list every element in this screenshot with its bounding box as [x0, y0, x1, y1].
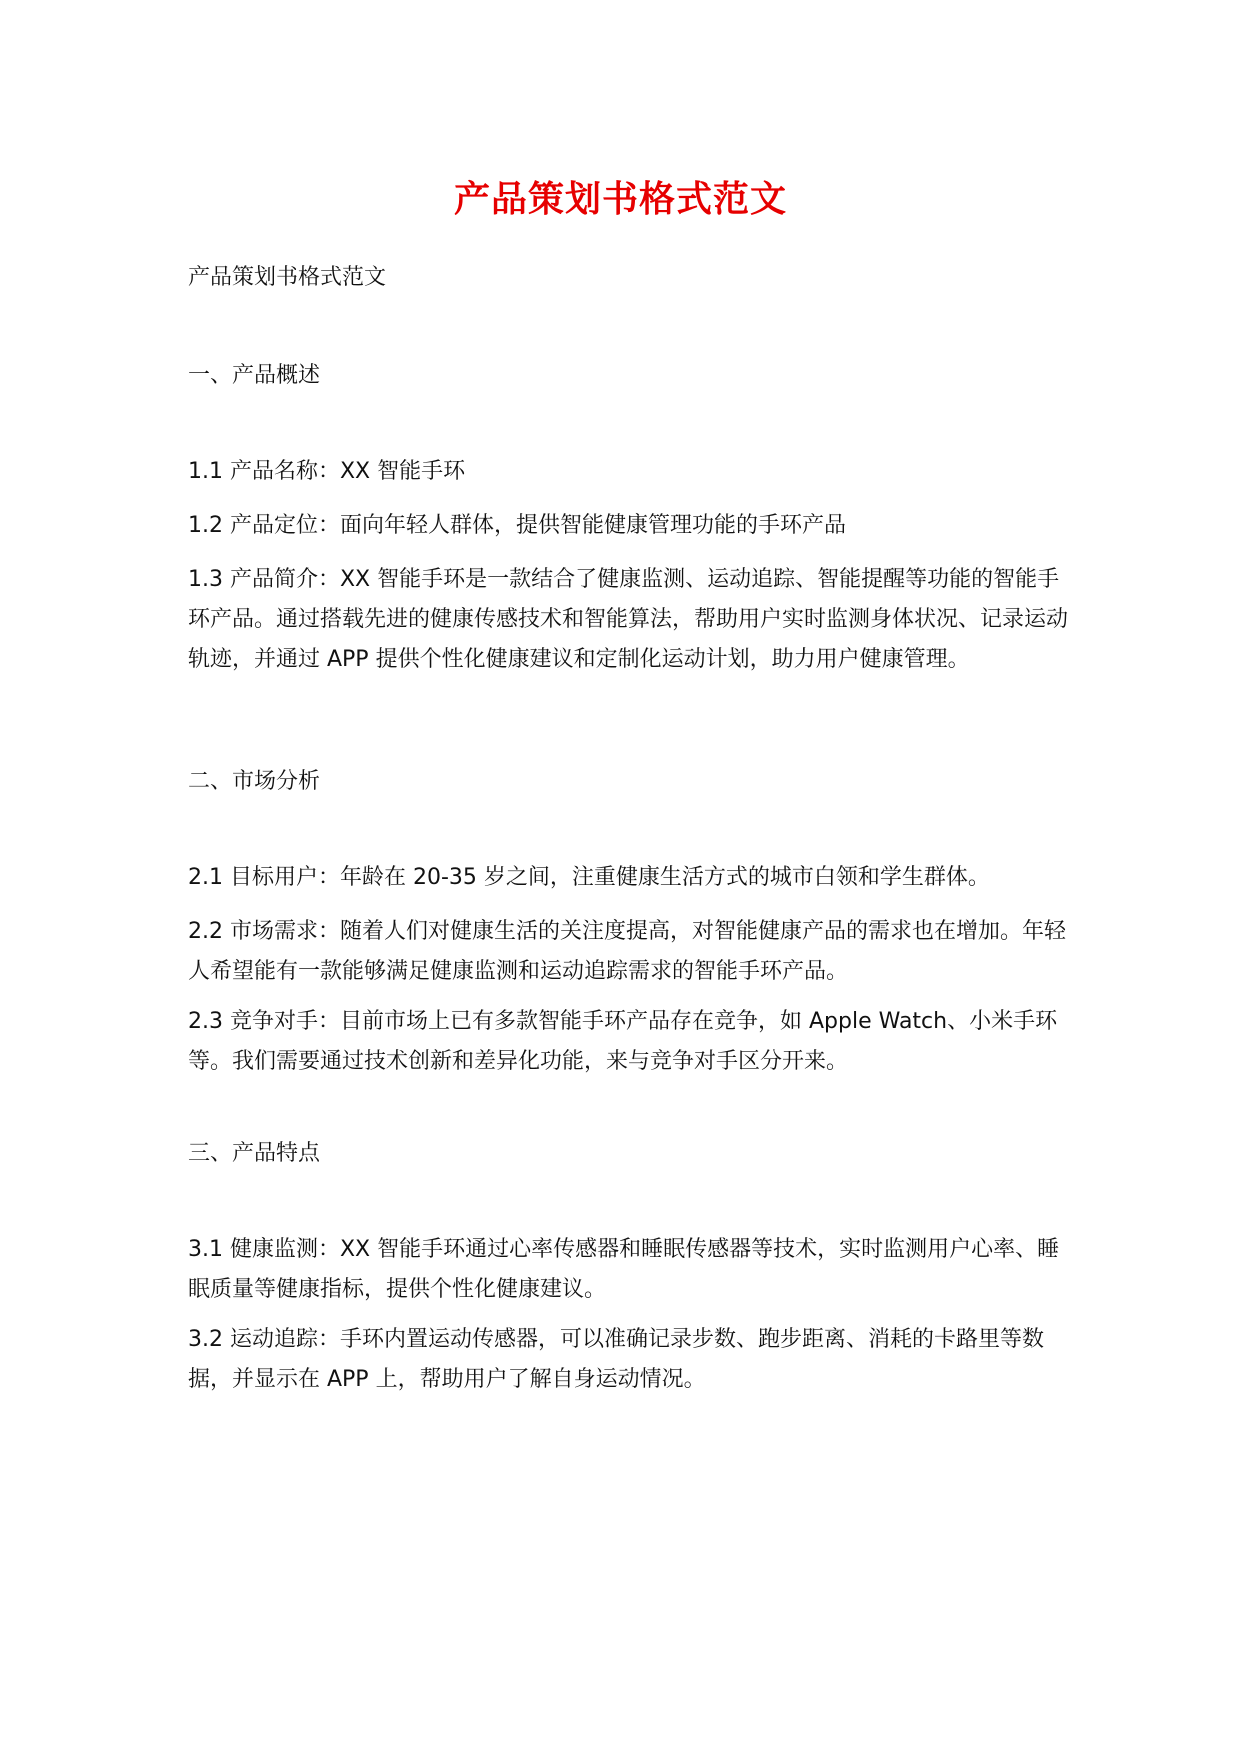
paragraph-motion-tracking: 3.2 运动追踪：手环内置运动传感器，可以准确记录步数、跑步距离、消耗的卡路里等数据，并显示在 APP 上，帮助用户了解自身运动情况。 — [188, 1327, 1044, 1392]
paragraph-product-name: 1.1 产品名称：XX 智能手环 — [188, 459, 466, 484]
section-heading-features: 三、产品特点 — [188, 1141, 321, 1166]
document-subtitle: 产品策划书格式范文 — [188, 265, 387, 290]
paragraph-health-monitoring: 3.1 健康监测：XX 智能手环通过心率传感器和睡眠传感器等技术，实时监测用户心率、睡眠质量等健康指标，提供个性化健康建议。 — [188, 1237, 1060, 1302]
section-heading-market: 二、市场分析 — [188, 769, 321, 794]
paragraph-competitors: 2.3 竞争对手：目前市场上已有多款智能手环产品存在竞争，如 Apple Watch、小米手环等。我们需要通过技术创新和差异化功能，来与竞争对手区分开来。 — [188, 1009, 1058, 1074]
paragraph-product-positioning: 1.2 产品定位：面向年轻人群体，提供智能健康管理功能的手环产品 — [188, 513, 846, 538]
paragraph-target-users: 2.1 目标用户：年龄在 20-35 岁之间，注重健康生活方式的城市白领和学生群体。 — [188, 865, 990, 890]
paragraph-market-demand: 2.2 市场需求：随着人们对健康生活的关注度提高，对智能健康产品的需求也在增加。年轻人希望能有一款能够满足健康监测和运动追踪需求的智能手环产品。 — [188, 919, 1066, 984]
document-title: 产品策划书格式范文 — [453, 179, 787, 220]
paragraph-product-intro: 1.3 产品简介：XX 智能手环是一款结合了健康监测、运动追踪、智能提醒等功能的智能手环产品。通过搭载先进的健康传感技术和智能算法，帮助用户实时监测身体状况、记录运动轨迹，并通过 APP 提供个性化健康建议和定制化运动计划，助力用户健康管理。 — [188, 567, 1069, 672]
section-heading-overview: 一、产品概述 — [188, 363, 321, 388]
